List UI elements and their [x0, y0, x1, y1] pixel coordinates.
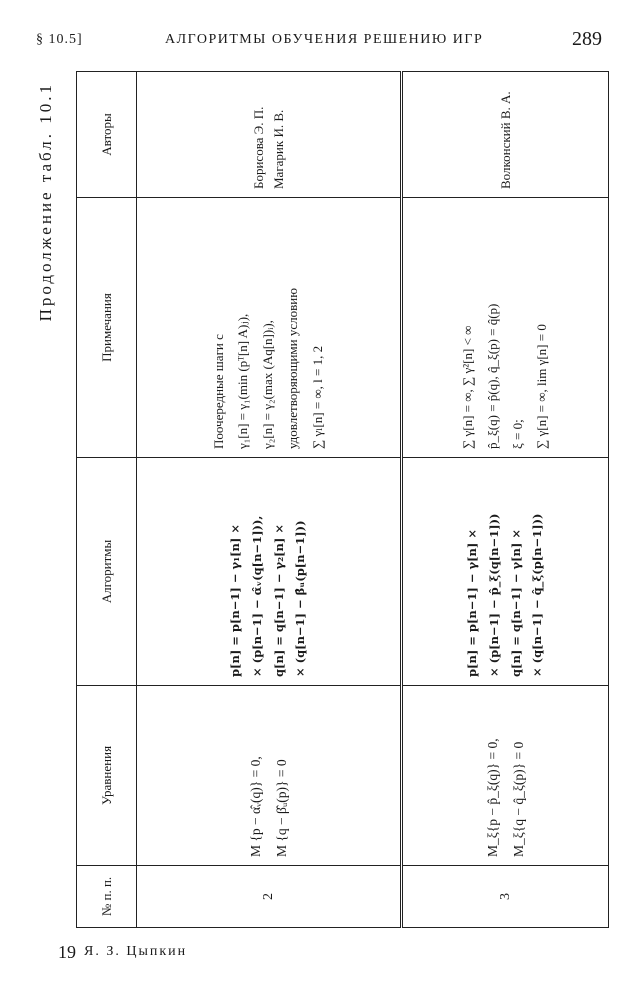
- equation-line: M {q − β̂ᵤ(p)} = 0: [273, 759, 289, 857]
- algorithms-cell: [137, 458, 402, 686]
- note-line: γ₁[n] = γ₁(min (pᵀ[n] A)ⱼ),: [235, 313, 251, 449]
- table-row: [137, 72, 402, 928]
- algorithm-line: × (q[n−1] − β̂ᵤ(p[n−1])): [293, 520, 308, 677]
- note-line: удовлетворяющими условию: [284, 288, 300, 449]
- running-title: АЛГОРИТМЫ ОБУЧЕНИЯ РЕШЕНИЮ ИГР: [165, 32, 484, 47]
- rotated-table-content: [32, 72, 608, 928]
- note-line: γ₂[n] = γ₂(max (Aq[n])ᵢ),: [260, 320, 276, 449]
- algorithms-table: [76, 71, 609, 928]
- notes-cell: [402, 198, 609, 458]
- note-line: Поочередные шаги с: [210, 334, 226, 449]
- note-line: p̂_ξ(q) = p̂(q), q̂_ξ(p) = q̂(p): [484, 303, 500, 449]
- page-footer: [58, 938, 458, 968]
- note-line: ∑ γ[n] = ∞, lim γ[n] = 0: [534, 324, 550, 449]
- author-name: Волконский В. А.: [497, 91, 513, 189]
- equations-cell: [402, 686, 609, 866]
- table-caption: [32, 72, 66, 928]
- algorithm-line: × (p[n−1] − α̂ᵥ(q[n−1])),: [249, 515, 264, 677]
- author-name: Борисова Э. П.: [251, 106, 266, 189]
- equation-line: M_ξ{p − p̂_ξ(q)} = 0,: [484, 738, 500, 857]
- rotated-table-area: [32, 72, 608, 928]
- table-caption-text: Продолжение табл. 10.1: [36, 82, 55, 322]
- author-name: Магарик И. В.: [270, 109, 286, 189]
- equation-line: M {p − α̂ᵥ(q)} = 0,: [247, 756, 263, 857]
- equations-cell: [137, 686, 402, 866]
- note-line: ∑ γₗ[n] = ∞, l = 1, 2: [309, 345, 325, 449]
- note-line: ∑ γ[n] = ∞, ∑ γ²[n] < ∞: [460, 325, 476, 449]
- signature-mark: 19: [58, 942, 76, 962]
- header-authors: Авторы: [77, 72, 137, 198]
- footer-author: Я. З. Цыпкин: [84, 944, 188, 959]
- algorithms-cell: [402, 458, 609, 686]
- note-line: ξ = 0;: [509, 419, 525, 449]
- algorithm-line: × (q[n−1] − q̂_ξ(p[n−1])): [530, 513, 545, 677]
- page-number: 289: [572, 28, 602, 50]
- page-header: [0, 28, 632, 58]
- header-notes: Примечания: [77, 198, 137, 458]
- table-header-row: [77, 72, 137, 928]
- authors-cell: [402, 72, 609, 198]
- algorithm-line: × (p[n−1] − p̂_ξ(q[n−1])): [486, 513, 501, 677]
- authors-cell: [137, 72, 402, 198]
- row-number: 3: [402, 866, 609, 928]
- equation-line: M_ξ{q − q̂_ξ(p)} = 0: [510, 741, 526, 857]
- section-reference: § 10.5]: [36, 32, 83, 47]
- header-equations: Уравнения: [77, 686, 137, 866]
- notes-cell: [137, 198, 402, 458]
- algorithm-line: q[n] = q[n−1] − γ[n] ×: [508, 529, 523, 677]
- algorithm-line: p[n] = p[n−1] − γ₁[n] ×: [227, 523, 242, 677]
- header-algorithms: Алгоритмы: [77, 458, 137, 686]
- algorithm-line: q[n] = q[n−1] − γ₂[n] ×: [271, 523, 286, 677]
- row-number: 2: [137, 866, 402, 928]
- table-row: [402, 72, 609, 928]
- algorithm-line: p[n] = p[n−1] − γ[n] ×: [464, 529, 479, 677]
- header-number: № п. п.: [77, 866, 137, 928]
